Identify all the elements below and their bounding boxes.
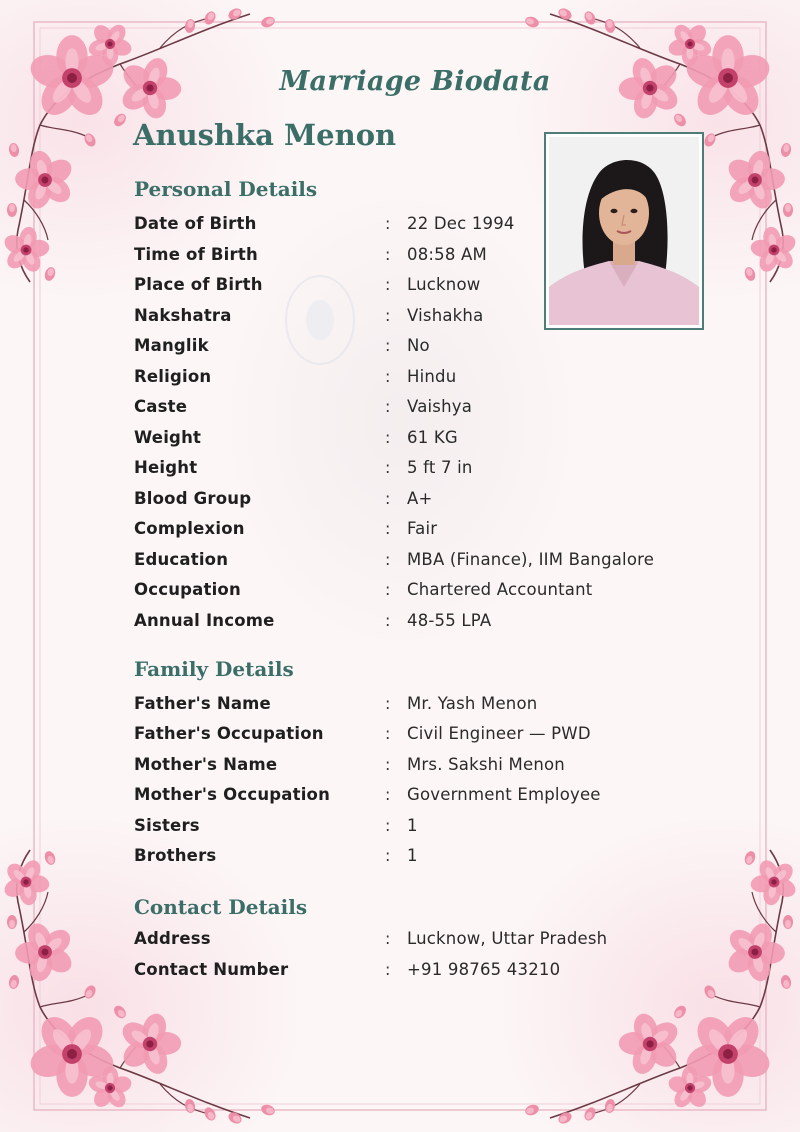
detail-row (134, 397, 694, 421)
detail-separator: : (385, 549, 391, 569)
detail-label: Contact Number (134, 959, 289, 979)
detail-label: Religion (134, 366, 212, 386)
detail-label: Caste (134, 397, 188, 416)
detail-separator: : (385, 275, 391, 294)
detail-value: No (407, 336, 430, 355)
detail-row (134, 929, 694, 953)
detail-separator: : (385, 815, 391, 835)
detail-label: Education (134, 549, 229, 569)
detail-value: MBA (Finance), IIM Bangalore (407, 549, 655, 569)
detail-separator: : (385, 488, 391, 508)
detail-label: Father's Name (134, 694, 271, 713)
detail-value: Fair (407, 519, 438, 538)
detail-row (134, 816, 694, 840)
detail-value: Hindu (407, 366, 457, 386)
detail-separator: : (385, 214, 391, 233)
detail-row (134, 694, 694, 718)
detail-separator: : (385, 305, 391, 325)
detail-value: Civil Engineer — PWD (407, 724, 591, 744)
detail-label: Sisters (134, 815, 200, 835)
detail-separator: : (385, 785, 391, 805)
detail-row (134, 846, 694, 870)
detail-label: Complexion (134, 519, 245, 538)
detail-label: Occupation (134, 580, 241, 599)
detail-value: Lucknow (407, 275, 481, 294)
detail-value: Chartered Accountant (407, 580, 593, 599)
detail-row (134, 724, 694, 748)
detail-separator: : (385, 519, 391, 538)
personal-details-heading: Personal Details (134, 177, 318, 201)
detail-label: Brothers (134, 846, 217, 865)
family-details-heading: Family Details (134, 657, 294, 681)
detail-label: Weight (134, 427, 202, 447)
detail-separator: : (385, 336, 391, 355)
detail-separator: : (385, 366, 391, 386)
detail-row (134, 336, 694, 360)
detail-value: Vishakha (407, 305, 484, 325)
detail-value: 1 (407, 815, 418, 835)
detail-value: 48-55 LPA (407, 610, 492, 630)
detail-label: Blood Group (134, 488, 252, 508)
detail-value: 08:58 AM (407, 244, 487, 264)
detail-row (134, 214, 694, 238)
detail-label: Time of Birth (134, 244, 258, 264)
detail-value: 5 ft 7 in (407, 458, 473, 477)
detail-row (134, 580, 694, 604)
detail-separator: : (385, 846, 391, 865)
detail-label: Annual Income (134, 610, 275, 630)
detail-separator: : (385, 397, 391, 416)
detail-value: Mr. Yash Menon (407, 694, 538, 713)
contact-details-heading: Contact Details (134, 895, 308, 919)
detail-separator: : (385, 694, 391, 713)
person-name: Anushka Menon (133, 118, 397, 152)
detail-row (134, 489, 694, 513)
detail-row (134, 367, 694, 391)
detail-label: Place of Birth (134, 275, 263, 294)
detail-label: Mother's Name (134, 754, 278, 774)
detail-separator: : (385, 244, 391, 264)
detail-separator: : (385, 580, 391, 599)
detail-label: Mother's Occupation (134, 785, 331, 805)
detail-value: Lucknow, Uttar Pradesh (407, 929, 608, 948)
detail-value: Government Employee (407, 785, 601, 805)
detail-separator: : (385, 929, 391, 948)
detail-separator: : (385, 610, 391, 630)
detail-separator: : (385, 959, 391, 979)
detail-row (134, 519, 694, 543)
detail-row (134, 755, 694, 779)
detail-label: Height (134, 458, 198, 477)
detail-row (134, 550, 694, 574)
detail-label: Date of Birth (134, 214, 257, 233)
detail-row (134, 245, 694, 269)
document-title: Marriage Biodata (279, 66, 551, 97)
detail-row (134, 611, 694, 635)
detail-separator: : (385, 724, 391, 744)
detail-separator: : (385, 427, 391, 447)
detail-label: Nakshatra (134, 305, 232, 325)
detail-value: Mrs. Sakshi Menon (407, 754, 565, 774)
detail-row (134, 458, 694, 482)
detail-row (134, 306, 694, 330)
detail-row (134, 785, 694, 809)
detail-value: +91 98765 43210 (407, 959, 561, 979)
detail-value: Vaishya (407, 397, 473, 416)
detail-separator: : (385, 754, 391, 774)
detail-separator: : (385, 458, 391, 477)
detail-row (134, 960, 694, 984)
detail-value: 61 KG (407, 427, 458, 447)
detail-value: A+ (407, 488, 433, 508)
detail-label: Father's Occupation (134, 724, 324, 744)
detail-row (134, 275, 694, 299)
detail-label: Address (134, 929, 211, 948)
detail-row (134, 428, 694, 452)
detail-value: 1 (407, 846, 418, 865)
detail-label: Manglik (134, 336, 209, 355)
detail-value: 22 Dec 1994 (407, 214, 515, 233)
